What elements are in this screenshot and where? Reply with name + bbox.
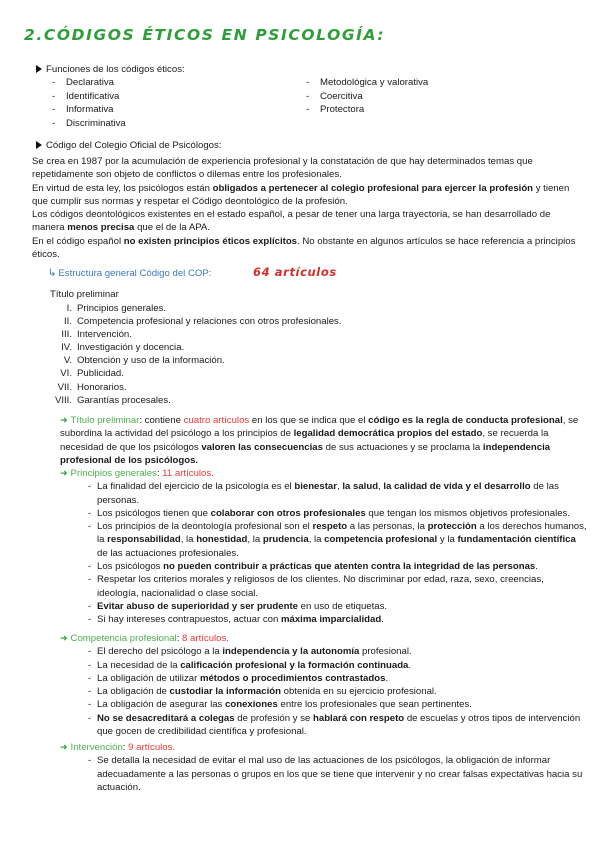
- articulos-count: 64 artículos: [253, 265, 337, 279]
- list-item: - La necesidad de la calificación profesional y la formación continuada.: [60, 659, 588, 672]
- list-item: - Si hay intereses contrapuestos, actuar con máxima imparcialidad.: [60, 613, 588, 626]
- list-item: - El derecho del psicólogo a la independencia y la autonomía profesional.: [60, 645, 588, 658]
- list-item: - Los principios de la deontología profesional son el respeto a las personas, la protección a los derechos humanos, la responsabilidad, la honestidad, la prudencia, la competencia profesional y la fundamentación científica de las actuaciones profesionales.: [60, 520, 588, 560]
- codigo-cop-paragraphs: [32, 155, 577, 261]
- list-item: VIII. Garantías procesales.: [54, 394, 171, 406]
- list-item: - No se desacreditará a colegas de profesión y se hablará con respeto de escuelas y otros tipos de intervención que gocen de credibilidad científica y profesional.: [60, 712, 588, 739]
- list-item: - Declarativa: [52, 76, 126, 90]
- list-item: - La obligación de utilizar métodos o procedimientos contrastados.: [60, 672, 588, 685]
- list-item: I. Principios generales.: [66, 303, 167, 314]
- paragraph: En el código español no existen principios éticos explícitos. No obstante en algunos artículos se hace referencia a principios éticos.: [32, 235, 576, 261]
- page-title: 2.CÓDIGOS ÉTICOS EN PSICOLOGÍA:: [24, 26, 386, 44]
- triangle-bullet-icon: [36, 141, 42, 149]
- list-item: - Identificativa: [52, 90, 126, 104]
- titulos-list: [50, 302, 342, 407]
- principios-list: [60, 480, 588, 626]
- list-item: - Los psicólogos no pueden contribuir a prácticas que atenten contra la integridad de las personas.: [60, 560, 588, 573]
- list-item: - La obligación de custodiar la información obtenida en su ejercicio profesional.: [60, 685, 588, 698]
- list-item: II. Competencia profesional y relaciones con otros profesionales.: [64, 316, 342, 328]
- list-item: - Discriminativa: [52, 117, 126, 131]
- list-item: - La obligación de asegurar las conexiones entre los profesionales que sean pertinentes.: [60, 698, 588, 711]
- list-item: VII. Honorarios.: [57, 381, 127, 393]
- paragraph: Los códigos deontológicos existentes en el estado español, a pesar de tener una larga trayectoria, se han desarrollado de manera menos precisa que el de la APA.: [32, 209, 551, 234]
- funciones-col1: [52, 76, 126, 130]
- competencia-list: [60, 645, 588, 738]
- competencia-profesional-block: ➜ Competencia profesional: 8 artículos. - El derecho del psicólogo a la independencia y la autonomía profesional. - La necesidad de la calificación profesional y la formación continuada. - La obligación de utilizar métodos o procedimientos contrastados. - La obligación de custodiar la información obtenida en su ejercicio profesional. - La obligación de asegurar las conexiones entre los profesionales que sean pertinentes. - No se desacreditará a colegas de profesión y se hablará con respeto de escuelas y otros tipos de intervención que gocen de credibilidad científica y profesional.: [60, 632, 588, 738]
- funciones-col2: [306, 76, 428, 117]
- list-item: - Respetar los criterios morales y religiosos de los clientes. No discriminar por edad, raza, sexo, creencias, ideología, nacionalidad o clase social.: [60, 573, 588, 600]
- list-item: - Protectora: [306, 103, 428, 117]
- intervencion-list: [60, 754, 588, 794]
- estructura-heading: ↳ Estructura general Código del COP:: [48, 268, 212, 279]
- list-item: IV. Investigación y docencia.: [61, 342, 185, 354]
- principios-generales-block: ➜ Principios generales: 11 artículos. - La finalidad del ejercicio de la psicología es el bienestar, la salud, la calidad de vida y el desarrollo de las personas. - Los psicólogos tienen que colaborar con otros profesionales que tengan los mismos objetivos profesionales. - Los principios de la deontología profesional son el respeto a las personas, la protección a los derechos humanos, la responsabilidad, la honestidad, la prudencia, la competencia profesional y la fundamentación científica de las actuaciones profesionales. - Los psicólogos no pueden contribuir a prácticas que atenten contra la integridad de las personas. - Respetar los criterios morales y religiosos de los clientes. No discriminar por edad, raza, sexo, creencias, ideología, nacionalidad o clase social. - Evitar abuso de superioridad y ser prudente en uso de etiquetas. - Si hay intereses contrapuestos, actuar con máxima imparcialidad.: [60, 467, 588, 627]
- titulo-preliminar-label: Título preliminar: [50, 289, 119, 300]
- titulo-preliminar-block: ➜ Título preliminar: contiene cuatro artículos en los que se indica que el código es la regla de conducta profesional, se subordina la actividad del psicólogo a los principios de legalidad democrática propios del estado, se recuerda la necesidad de que los psicólogos valoren las consecuencias de sus actuaciones y se proclama la independencia profesional de los psicólogos.: [60, 415, 579, 466]
- list-item: - Informativa: [52, 103, 126, 117]
- paragraph: Se crea en 1987 por la acumulación de experiencia profesional y la constatación de que hay determinados temas que repetidamente son objeto de conflictos o dilemas entre los profesionales.: [32, 156, 533, 181]
- list-item: VI. Publicidad.: [60, 368, 124, 380]
- list-item: - Coercitiva: [306, 90, 428, 104]
- arrow-right-icon: ➜: [60, 415, 68, 425]
- list-item: V. Obtención y uso de la información.: [63, 355, 225, 367]
- paragraph: En virtud de esta ley, los psicólogos están obligados a pertenecer al colegio profesional para ejercer la profesión y tienen que cumplir sus normas y respetar el Código deontológico de la profesión.: [32, 182, 570, 207]
- list-item: - Se detalla la necesidad de evitar el mal uso de las actuaciones de los psicólogos, la obligación de informar adecuadamente a las personas o grupos en los que se tiene que intervenir y no crear falsas expectativas hacia su actuación.: [60, 754, 588, 794]
- return-arrow-icon: ↳: [48, 268, 57, 279]
- codigo-cop-heading: Código del Colegio Oficial de Psicólogos:: [36, 139, 221, 152]
- list-item: - Los psicólogos tienen que colaborar con otros profesionales que tengan los mismos objetivos profesionales.: [60, 507, 588, 520]
- list-item: III. Intervención.: [61, 329, 132, 341]
- arrow-right-icon: ➜: [60, 742, 68, 752]
- intervencion-block: ➜ Intervención: 9 artículos. - Se detalla la necesidad de evitar el mal uso de las actuaciones de los psicólogos, la obligación de informar adecuadamente a las personas o grupos en los que se tiene que intervenir y no crear falsas expectativas hacia su actuación.: [60, 741, 588, 794]
- list-item: - Evitar abuso de superioridad y ser prudente en uso de etiquetas.: [60, 600, 588, 613]
- list-item: - Metodológica y valorativa: [306, 76, 428, 90]
- funciones-heading: Funciones de los códigos éticos:: [36, 63, 185, 76]
- triangle-bullet-icon: [36, 65, 42, 73]
- arrow-right-icon: ➜: [60, 468, 68, 478]
- list-item: - La finalidad del ejercicio de la psicología es el bienestar, la salud, la calidad de vida y el desarrollo de las personas.: [60, 480, 588, 507]
- arrow-right-icon: ➜: [60, 633, 68, 643]
